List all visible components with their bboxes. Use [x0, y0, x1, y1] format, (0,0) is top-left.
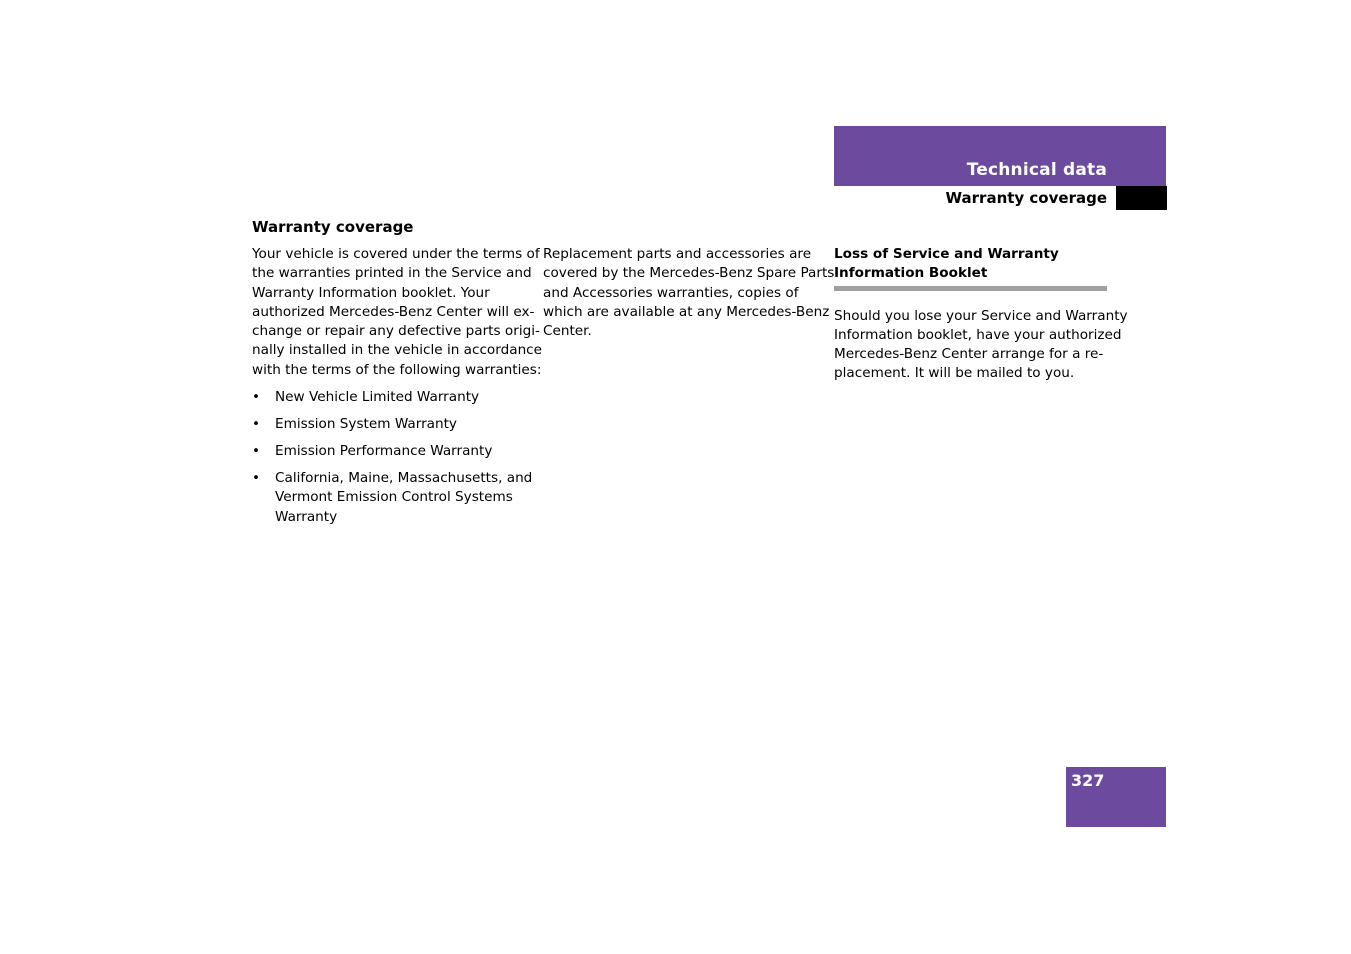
column-1: [252, 245, 543, 535]
subsection-title: Warranty coverage: [945, 189, 1107, 207]
list-item-text: Emission System Warranty: [275, 416, 457, 433]
section-tab: [834, 126, 1166, 186]
text-line: Your vehicle is covered under the terms of: [252, 246, 540, 262]
text-line: change or repair any defective parts origi-: [252, 323, 540, 340]
page-heading: Warranty coverage: [252, 218, 414, 236]
subheading-line: Loss of Service and Warranty: [834, 246, 1059, 262]
text-line: authorized Mercedes-Benz Center will ex-: [252, 303, 535, 320]
list-item: [252, 415, 528, 434]
bullet-icon: •: [252, 389, 261, 406]
text-line: with the terms of the following warranties:: [252, 361, 542, 378]
list-item-text: California, Maine, Massachusetts, and: [275, 470, 533, 487]
loss-booklet-paragraph: [834, 307, 1128, 384]
text-line: Replacement parts and accessories are: [543, 246, 812, 262]
page-number: 327: [1071, 771, 1105, 790]
column-3: [834, 245, 1128, 384]
warranty-list: [252, 388, 533, 527]
text-line: Mercedes-Benz Center arrange for a re-: [834, 346, 1104, 363]
text-line: covered by the Mercedes-Benz Spare Parts: [543, 265, 835, 282]
text-line: the warranties printed in the Service and: [252, 265, 532, 282]
list-item: [252, 388, 528, 407]
text-line: Warranty Information booklet. Your: [252, 284, 490, 301]
text-line: nally installed in the vehicle in accordance: [252, 342, 543, 359]
replacement-parts-paragraph: [543, 245, 835, 341]
bullet-icon: •: [252, 443, 261, 460]
intro-paragraph: [252, 245, 543, 380]
text-line: Information booklet, have your authorized: [834, 326, 1122, 343]
text-line: placement. It will be mailed to you.: [834, 365, 1075, 382]
list-item-text: Warranty: [275, 508, 338, 525]
list-item-text: Emission Performance Warranty: [275, 443, 493, 460]
list-item-text: Vermont Emission Control Systems: [275, 489, 513, 506]
subheading-line: Information Booklet: [834, 265, 988, 282]
column-2: [543, 245, 835, 341]
bullet-icon: •: [252, 416, 261, 433]
loss-booklet-subheading: [834, 245, 1107, 291]
text-line: Should you lose your Service and Warranty: [834, 307, 1128, 324]
page-number-tab: [1066, 767, 1166, 827]
list-item: [252, 469, 533, 527]
section-title: Technical data: [966, 160, 1107, 180]
text-line: which are available at any Mercedes-Benz: [543, 303, 830, 320]
text-line: Center.: [543, 323, 592, 340]
bullet-icon: •: [252, 470, 261, 487]
text-line: and Accessories warranties, copies of: [543, 284, 799, 301]
section-marker: [1116, 186, 1167, 210]
list-item-text: New Vehicle Limited Warranty: [275, 389, 480, 406]
list-item: [252, 442, 528, 461]
